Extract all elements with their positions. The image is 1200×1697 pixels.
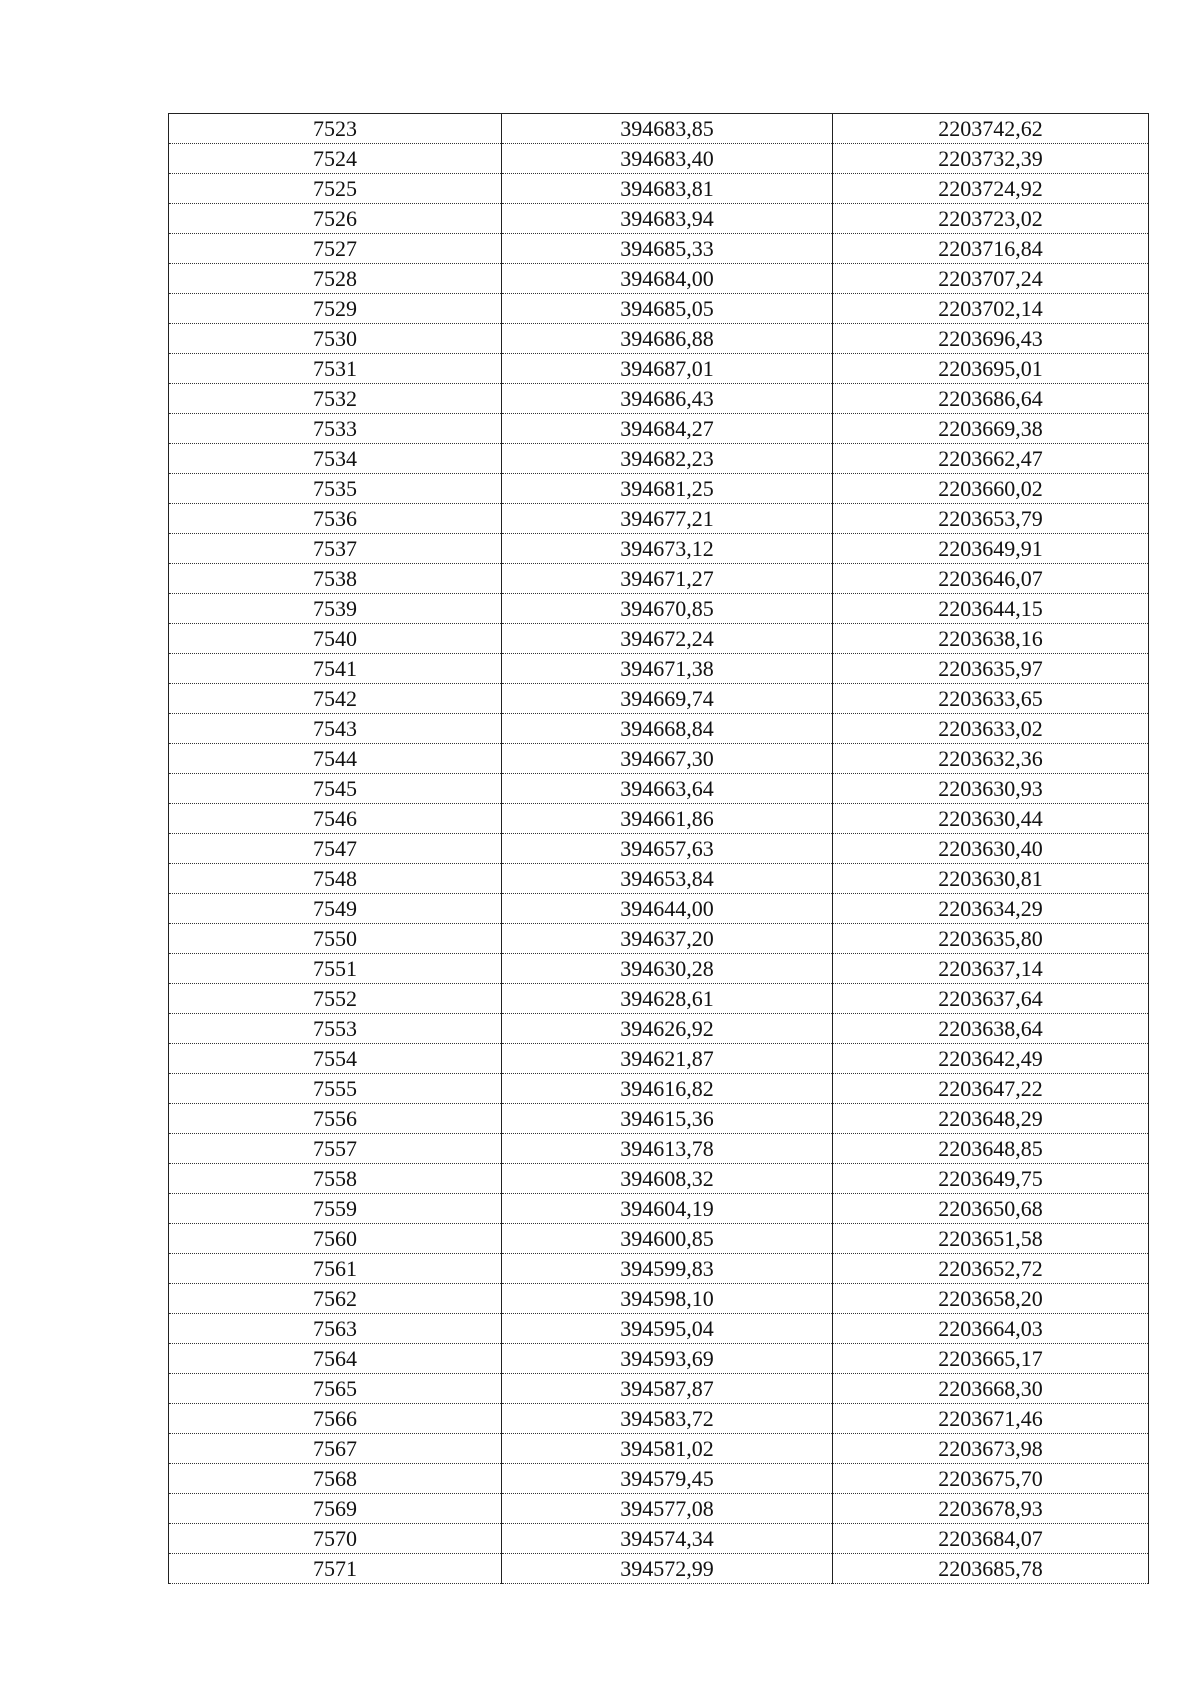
point-number-cell: 7566	[169, 1404, 502, 1434]
table-row	[169, 714, 1149, 744]
x-coordinate-cell: 394657,63	[502, 834, 833, 864]
x-coordinate-cell: 394683,81	[502, 174, 833, 204]
table-row	[169, 204, 1149, 234]
x-coordinate-cell: 394583,72	[502, 1404, 833, 1434]
y-coordinate-cell: 2203649,91	[833, 534, 1149, 564]
y-coordinate-cell: 2203630,93	[833, 774, 1149, 804]
point-number-cell: 7565	[169, 1374, 502, 1404]
x-coordinate-cell: 394681,25	[502, 474, 833, 504]
x-coordinate-cell: 394663,64	[502, 774, 833, 804]
table-row	[169, 384, 1149, 414]
point-number-cell: 7569	[169, 1494, 502, 1524]
point-number-cell: 7544	[169, 744, 502, 774]
point-number-cell: 7546	[169, 804, 502, 834]
table-row	[169, 444, 1149, 474]
table-row	[169, 594, 1149, 624]
table-row	[169, 834, 1149, 864]
y-coordinate-cell: 2203638,64	[833, 1014, 1149, 1044]
table-row	[169, 1194, 1149, 1224]
y-coordinate-cell: 2203686,64	[833, 384, 1149, 414]
table-row	[169, 624, 1149, 654]
point-number-cell: 7551	[169, 954, 502, 984]
point-number-cell: 7567	[169, 1434, 502, 1464]
point-number-cell: 7550	[169, 924, 502, 954]
table-row	[169, 1404, 1149, 1434]
table-row	[169, 504, 1149, 534]
y-coordinate-cell: 2203668,30	[833, 1374, 1149, 1404]
y-coordinate-cell: 2203633,02	[833, 714, 1149, 744]
table-row	[169, 1284, 1149, 1314]
coordinates-table-body	[169, 114, 1149, 1584]
x-coordinate-cell: 394613,78	[502, 1134, 833, 1164]
point-number-cell: 7560	[169, 1224, 502, 1254]
x-coordinate-cell: 394599,83	[502, 1254, 833, 1284]
table-row	[169, 264, 1149, 294]
x-coordinate-cell: 394677,21	[502, 504, 833, 534]
point-number-cell: 7570	[169, 1524, 502, 1554]
point-number-cell: 7526	[169, 204, 502, 234]
x-coordinate-cell: 394682,23	[502, 444, 833, 474]
point-number-cell: 7532	[169, 384, 502, 414]
point-number-cell: 7557	[169, 1134, 502, 1164]
y-coordinate-cell: 2203649,75	[833, 1164, 1149, 1194]
x-coordinate-cell: 394686,88	[502, 324, 833, 354]
table-row	[169, 1344, 1149, 1374]
table-row	[169, 1074, 1149, 1104]
y-coordinate-cell: 2203702,14	[833, 294, 1149, 324]
x-coordinate-cell: 394604,19	[502, 1194, 833, 1224]
y-coordinate-cell: 2203685,78	[833, 1554, 1149, 1584]
y-coordinate-cell: 2203646,07	[833, 564, 1149, 594]
table-row	[169, 474, 1149, 504]
x-coordinate-cell: 394684,27	[502, 414, 833, 444]
point-number-cell: 7524	[169, 144, 502, 174]
x-coordinate-cell: 394683,85	[502, 114, 833, 144]
x-coordinate-cell: 394671,27	[502, 564, 833, 594]
table-row	[169, 564, 1149, 594]
point-number-cell: 7564	[169, 1344, 502, 1374]
table-row	[169, 1554, 1149, 1584]
point-number-cell: 7548	[169, 864, 502, 894]
point-number-cell: 7555	[169, 1074, 502, 1104]
x-coordinate-cell: 394621,87	[502, 1044, 833, 1074]
y-coordinate-cell: 2203651,58	[833, 1224, 1149, 1254]
table-row	[169, 1134, 1149, 1164]
table-row	[169, 1104, 1149, 1134]
point-number-cell: 7543	[169, 714, 502, 744]
y-coordinate-cell: 2203660,02	[833, 474, 1149, 504]
table-row	[169, 864, 1149, 894]
y-coordinate-cell: 2203684,07	[833, 1524, 1149, 1554]
x-coordinate-cell: 394615,36	[502, 1104, 833, 1134]
y-coordinate-cell: 2203673,98	[833, 1434, 1149, 1464]
point-number-cell: 7571	[169, 1554, 502, 1584]
point-number-cell: 7561	[169, 1254, 502, 1284]
y-coordinate-cell: 2203665,17	[833, 1344, 1149, 1374]
table-row	[169, 1224, 1149, 1254]
x-coordinate-cell: 394684,00	[502, 264, 833, 294]
point-number-cell: 7547	[169, 834, 502, 864]
y-coordinate-cell: 2203696,43	[833, 324, 1149, 354]
x-coordinate-cell: 394593,69	[502, 1344, 833, 1374]
x-coordinate-cell: 394670,85	[502, 594, 833, 624]
y-coordinate-cell: 2203647,22	[833, 1074, 1149, 1104]
point-number-cell: 7529	[169, 294, 502, 324]
point-number-cell: 7553	[169, 1014, 502, 1044]
point-number-cell: 7563	[169, 1314, 502, 1344]
table-row	[169, 984, 1149, 1014]
y-coordinate-cell: 2203630,81	[833, 864, 1149, 894]
y-coordinate-cell: 2203707,24	[833, 264, 1149, 294]
point-number-cell: 7535	[169, 474, 502, 504]
y-coordinate-cell: 2203724,92	[833, 174, 1149, 204]
point-number-cell: 7527	[169, 234, 502, 264]
y-coordinate-cell: 2203669,38	[833, 414, 1149, 444]
y-coordinate-cell: 2203634,29	[833, 894, 1149, 924]
table-row	[169, 354, 1149, 384]
point-number-cell: 7538	[169, 564, 502, 594]
point-number-cell: 7523	[169, 114, 502, 144]
y-coordinate-cell: 2203675,70	[833, 1464, 1149, 1494]
table-row	[169, 894, 1149, 924]
table-row	[169, 1494, 1149, 1524]
x-coordinate-cell: 394683,40	[502, 144, 833, 174]
y-coordinate-cell: 2203642,49	[833, 1044, 1149, 1074]
table-row	[169, 684, 1149, 714]
table-row	[169, 1044, 1149, 1074]
y-coordinate-cell: 2203732,39	[833, 144, 1149, 174]
x-coordinate-cell: 394600,85	[502, 1224, 833, 1254]
x-coordinate-cell: 394687,01	[502, 354, 833, 384]
y-coordinate-cell: 2203652,72	[833, 1254, 1149, 1284]
table-row	[169, 774, 1149, 804]
coordinates-table	[168, 113, 1149, 1584]
y-coordinate-cell: 2203648,29	[833, 1104, 1149, 1134]
y-coordinate-cell: 2203630,44	[833, 804, 1149, 834]
y-coordinate-cell: 2203723,02	[833, 204, 1149, 234]
point-number-cell: 7549	[169, 894, 502, 924]
y-coordinate-cell: 2203633,65	[833, 684, 1149, 714]
point-number-cell: 7533	[169, 414, 502, 444]
y-coordinate-cell: 2203632,36	[833, 744, 1149, 774]
point-number-cell: 7539	[169, 594, 502, 624]
x-coordinate-cell: 394616,82	[502, 1074, 833, 1104]
y-coordinate-cell: 2203716,84	[833, 234, 1149, 264]
y-coordinate-cell: 2203671,46	[833, 1404, 1149, 1434]
x-coordinate-cell: 394672,24	[502, 624, 833, 654]
point-number-cell: 7540	[169, 624, 502, 654]
table-row	[169, 1314, 1149, 1344]
x-coordinate-cell: 394579,45	[502, 1464, 833, 1494]
point-number-cell: 7552	[169, 984, 502, 1014]
y-coordinate-cell: 2203695,01	[833, 354, 1149, 384]
point-number-cell: 7525	[169, 174, 502, 204]
y-coordinate-cell: 2203742,62	[833, 114, 1149, 144]
table-row	[169, 1254, 1149, 1284]
table-row	[169, 1164, 1149, 1194]
table-row	[169, 1524, 1149, 1554]
point-number-cell: 7531	[169, 354, 502, 384]
point-number-cell: 7541	[169, 654, 502, 684]
x-coordinate-cell: 394595,04	[502, 1314, 833, 1344]
y-coordinate-cell: 2203662,47	[833, 444, 1149, 474]
point-number-cell: 7556	[169, 1104, 502, 1134]
x-coordinate-cell: 394574,34	[502, 1524, 833, 1554]
x-coordinate-cell: 394667,30	[502, 744, 833, 774]
y-coordinate-cell: 2203678,93	[833, 1494, 1149, 1524]
x-coordinate-cell: 394644,00	[502, 894, 833, 924]
point-number-cell: 7534	[169, 444, 502, 474]
x-coordinate-cell: 394668,84	[502, 714, 833, 744]
table-row	[169, 804, 1149, 834]
x-coordinate-cell: 394685,33	[502, 234, 833, 264]
y-coordinate-cell: 2203638,16	[833, 624, 1149, 654]
table-row	[169, 174, 1149, 204]
y-coordinate-cell: 2203644,15	[833, 594, 1149, 624]
x-coordinate-cell: 394685,05	[502, 294, 833, 324]
y-coordinate-cell: 2203630,40	[833, 834, 1149, 864]
x-coordinate-cell: 394598,10	[502, 1284, 833, 1314]
table-row	[169, 234, 1149, 264]
table-row	[169, 924, 1149, 954]
point-number-cell: 7536	[169, 504, 502, 534]
x-coordinate-cell: 394630,28	[502, 954, 833, 984]
x-coordinate-cell: 394673,12	[502, 534, 833, 564]
y-coordinate-cell: 2203653,79	[833, 504, 1149, 534]
x-coordinate-cell: 394626,92	[502, 1014, 833, 1044]
x-coordinate-cell: 394628,61	[502, 984, 833, 1014]
point-number-cell: 7537	[169, 534, 502, 564]
point-number-cell: 7545	[169, 774, 502, 804]
table-row	[169, 654, 1149, 684]
x-coordinate-cell: 394671,38	[502, 654, 833, 684]
x-coordinate-cell: 394686,43	[502, 384, 833, 414]
point-number-cell: 7562	[169, 1284, 502, 1314]
x-coordinate-cell: 394608,32	[502, 1164, 833, 1194]
table-row	[169, 144, 1149, 174]
y-coordinate-cell: 2203648,85	[833, 1134, 1149, 1164]
x-coordinate-cell: 394637,20	[502, 924, 833, 954]
point-number-cell: 7554	[169, 1044, 502, 1074]
x-coordinate-cell: 394577,08	[502, 1494, 833, 1524]
table-row	[169, 744, 1149, 774]
table-row	[169, 324, 1149, 354]
x-coordinate-cell: 394572,99	[502, 1554, 833, 1584]
table-row	[169, 414, 1149, 444]
y-coordinate-cell: 2203635,97	[833, 654, 1149, 684]
y-coordinate-cell: 2203635,80	[833, 924, 1149, 954]
table-row	[169, 1374, 1149, 1404]
y-coordinate-cell: 2203650,68	[833, 1194, 1149, 1224]
point-number-cell: 7528	[169, 264, 502, 294]
table-row	[169, 534, 1149, 564]
x-coordinate-cell: 394669,74	[502, 684, 833, 714]
point-number-cell: 7558	[169, 1164, 502, 1194]
point-number-cell: 7559	[169, 1194, 502, 1224]
y-coordinate-cell: 2203658,20	[833, 1284, 1149, 1314]
table-row	[169, 114, 1149, 144]
table-row	[169, 294, 1149, 324]
x-coordinate-cell: 394653,84	[502, 864, 833, 894]
table-row	[169, 954, 1149, 984]
table-row	[169, 1434, 1149, 1464]
point-number-cell: 7542	[169, 684, 502, 714]
table-row	[169, 1014, 1149, 1044]
x-coordinate-cell: 394581,02	[502, 1434, 833, 1464]
point-number-cell: 7530	[169, 324, 502, 354]
x-coordinate-cell: 394587,87	[502, 1374, 833, 1404]
x-coordinate-cell: 394683,94	[502, 204, 833, 234]
x-coordinate-cell: 394661,86	[502, 804, 833, 834]
y-coordinate-cell: 2203637,14	[833, 954, 1149, 984]
table-row	[169, 1464, 1149, 1494]
y-coordinate-cell: 2203664,03	[833, 1314, 1149, 1344]
point-number-cell: 7568	[169, 1464, 502, 1494]
y-coordinate-cell: 2203637,64	[833, 984, 1149, 1014]
